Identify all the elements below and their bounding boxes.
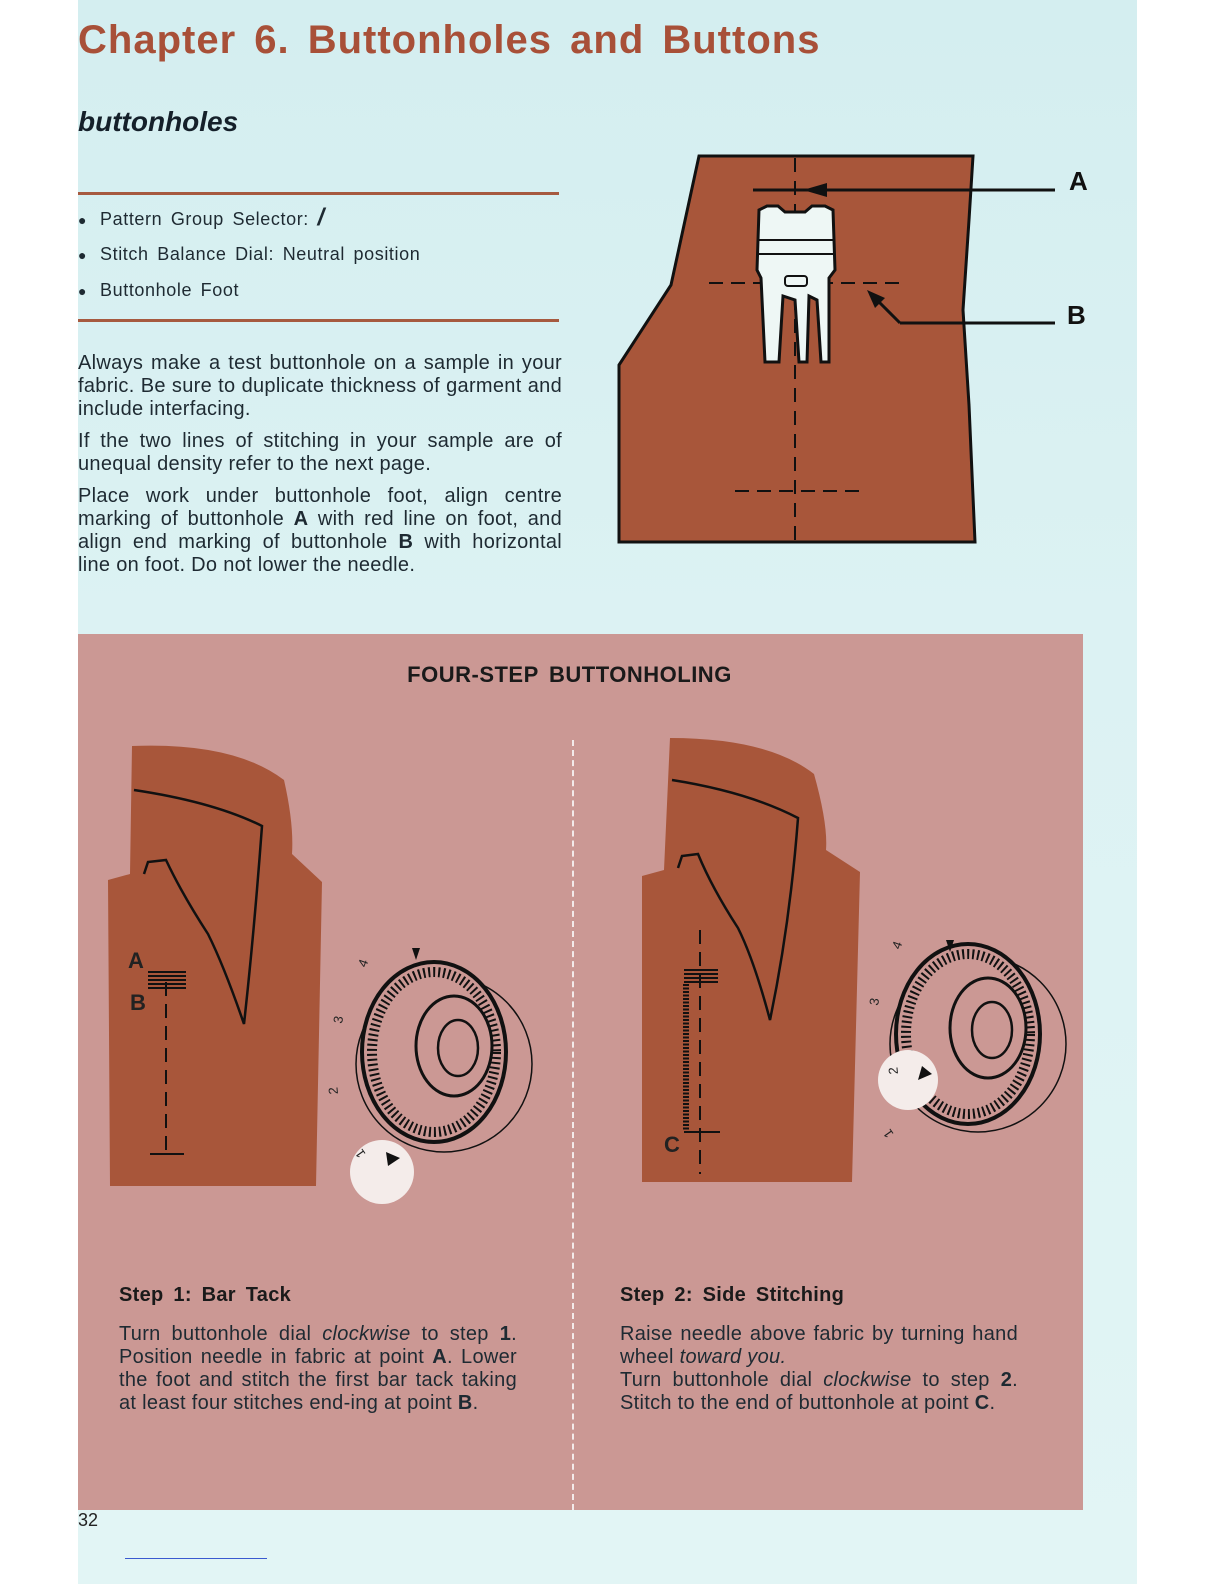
step2-body — [620, 1323, 1018, 1415]
intro-paragraph: If the two lines of stitching in your sample are of unequal density refer to the next page. — [78, 430, 562, 475]
text-run: to step — [911, 1369, 1001, 1391]
text-run: toward you. — [679, 1346, 787, 1368]
dial-number-2: 2 — [885, 1066, 901, 1076]
dial-number-3: 3 — [866, 996, 883, 1007]
text-run: A — [432, 1346, 448, 1368]
text-run: Turn buttonhole dial — [119, 1323, 323, 1345]
bullet-icon: ● — [78, 247, 88, 263]
text-run: Place work under buttonhole foot, align centre marking of buttonhole — [78, 485, 562, 530]
setting-value: / — [317, 204, 325, 231]
setting-label: Buttonhole Foot — [100, 280, 240, 300]
point-a-label: A — [128, 948, 144, 973]
label-a: A — [1069, 166, 1088, 196]
step1-body — [119, 1323, 517, 1415]
text-run: clockwise — [823, 1369, 912, 1391]
text-run: clockwise — [322, 1323, 411, 1345]
text-run: with horizontal line on foot. Do not lower the needle. — [78, 531, 562, 576]
point-a-ref: A — [293, 508, 309, 530]
step2-heading: Step 2: Side Stitching — [620, 1284, 845, 1306]
text-run: . Lower the foot and stitch the first bar tack taking at least four stitches end-ing at point — [119, 1346, 518, 1414]
bullet-icon: ● — [78, 283, 88, 299]
text-run: to step — [410, 1323, 500, 1345]
setting-value: Neutral position — [282, 244, 421, 264]
text-run: C — [974, 1392, 990, 1414]
step1-instructions — [119, 1284, 517, 1415]
intro-paragraph: Always make a test buttonhole on a sample in your fabric. Be sure to duplicate thickness of garment and include interfacing. — [78, 352, 562, 420]
buttonhole-foot-diagram — [613, 150, 1088, 560]
step-indicator-highlight — [350, 1140, 414, 1204]
setting-item — [78, 200, 420, 236]
text-run: Turn buttonhole dial — [620, 1369, 824, 1391]
text-run: Raise needle above fabric by turning hand wheel — [620, 1323, 1018, 1368]
setting-item — [78, 236, 420, 272]
step2-instructions — [620, 1284, 1018, 1415]
step-indicator-highlight — [878, 1050, 938, 1110]
point-b-ref: B — [398, 531, 414, 553]
panel-title: FOUR-STEP BUTTONHOLING — [407, 662, 732, 687]
step1-illustration — [104, 734, 534, 1214]
section-title: buttonholes — [78, 106, 239, 137]
dial-number-1: 1 — [880, 1126, 897, 1141]
manual-page — [78, 0, 1137, 1584]
text-run: 1 — [499, 1323, 512, 1345]
point-b-label: B — [130, 990, 146, 1015]
text-run: B — [457, 1392, 473, 1414]
four-step-panel — [78, 634, 1083, 1510]
dial-number-4: 4 — [888, 939, 906, 952]
dial-number-1: 1 — [352, 1146, 369, 1161]
bullet-icon: ● — [78, 212, 88, 228]
setting-item — [78, 272, 420, 308]
buttonhole-dial — [866, 939, 1066, 1141]
setting-label: Pattern Group Selector: — [100, 209, 309, 229]
dial-number-2: 2 — [325, 1086, 341, 1096]
text-run: . Stitch to the end of buttonhole at point — [620, 1369, 1018, 1414]
point-c-label: C — [664, 1132, 680, 1157]
text-run: . Position needle in fabric at point — [119, 1323, 517, 1368]
intro-paragraph — [78, 485, 562, 577]
page-number: 32 — [78, 1510, 99, 1530]
settings-bottom-rule — [78, 319, 559, 322]
step2-illustration — [638, 734, 1068, 1214]
setting-label: Stitch Balance Dial: — [100, 244, 275, 264]
bottom-rule — [125, 1558, 267, 1559]
machine-settings-list — [78, 200, 420, 308]
dial-number-4: 4 — [354, 957, 372, 970]
panel-divider — [572, 740, 574, 1510]
intro-text — [78, 352, 562, 586]
settings-top-rule — [78, 192, 559, 195]
presser-foot — [757, 206, 835, 362]
label-b: B — [1067, 300, 1086, 330]
buttonhole-dial — [325, 948, 532, 1204]
text-run: 2 — [1000, 1369, 1013, 1391]
text-run: . — [989, 1392, 996, 1414]
step1-heading: Step 1: Bar Tack — [119, 1284, 292, 1306]
dial-number-3: 3 — [330, 1014, 347, 1025]
chapter-title: Chapter 6. Buttonholes and Buttons — [78, 18, 821, 62]
text-run: . — [472, 1392, 479, 1414]
text-run: with red line on foot, and align end marking of buttonhole — [78, 508, 562, 553]
